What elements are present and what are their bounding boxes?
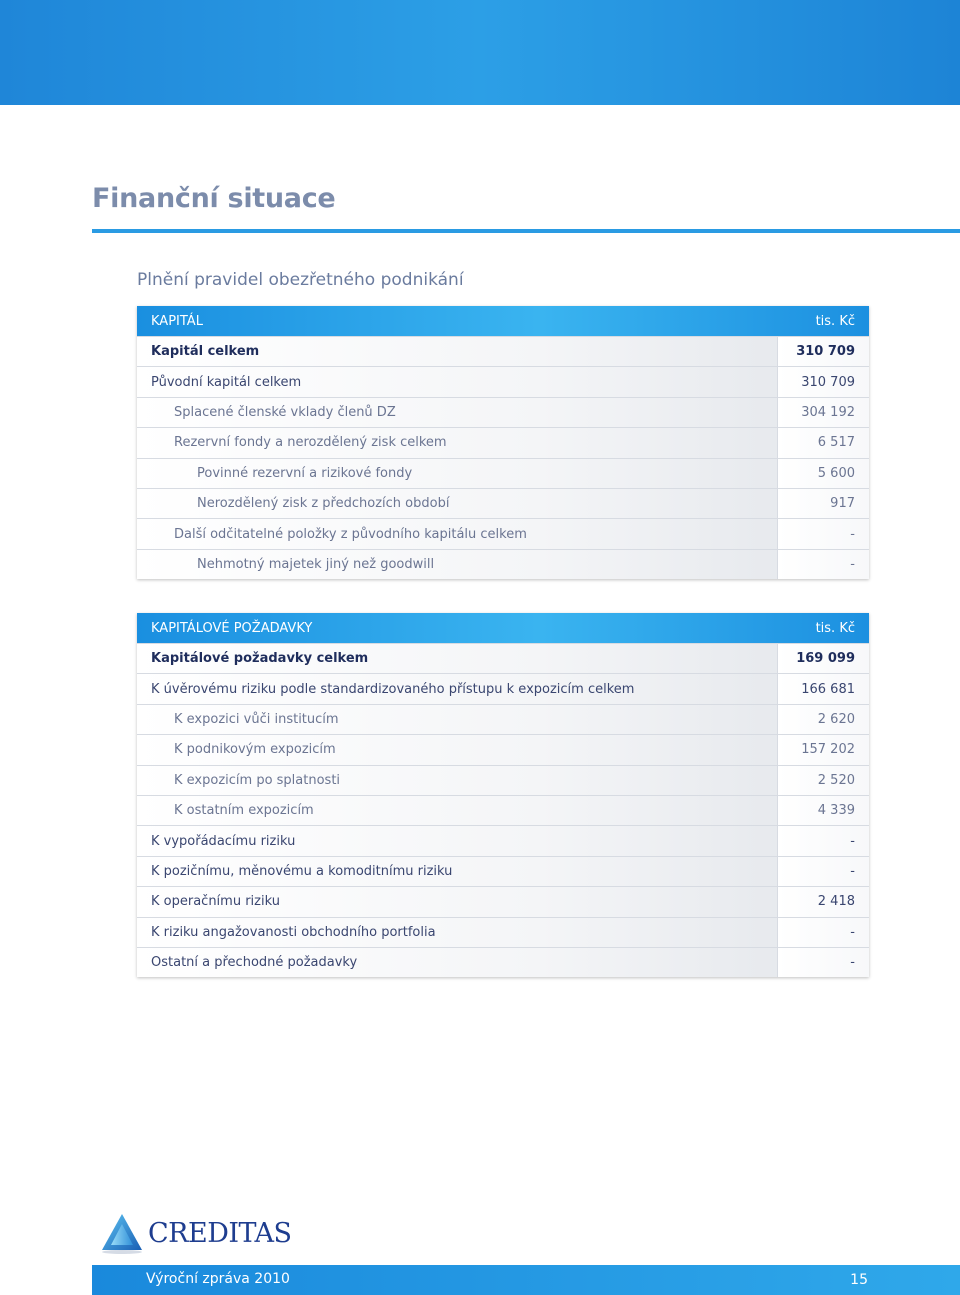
row-value: 2 620 — [777, 705, 869, 734]
logo-wordmark: CREDITAS — [148, 1217, 292, 1249]
table-row — [137, 549, 869, 579]
row-value: - — [777, 519, 869, 548]
footer-report-label: Výroční zpráva 2010 — [146, 1271, 290, 1287]
table-row — [137, 765, 869, 795]
requirements-header-label: KAPITÁLOVÉ POŽADAVKY — [151, 620, 313, 636]
row-label: Původní kapitál celkem — [151, 374, 302, 390]
table-row — [137, 704, 869, 734]
row-value: 310 709 — [777, 337, 869, 366]
row-value: 2 520 — [777, 766, 869, 795]
section-subtitle: Plnění pravidel obezřetného podnikání — [137, 270, 464, 290]
row-value: 6 517 — [777, 428, 869, 457]
row-value: - — [777, 857, 869, 886]
row-value: 157 202 — [777, 735, 869, 764]
row-label: Rezervní fondy a nerozdělený zisk celkem — [174, 435, 447, 451]
row-value: 310 709 — [777, 367, 869, 396]
table-row — [137, 917, 869, 947]
row-label: K ostatním expozicím — [174, 803, 314, 819]
row-value: - — [777, 826, 869, 855]
requirements-table-header — [137, 613, 869, 643]
row-label: K operačnímu riziku — [151, 894, 280, 910]
page-title: Finanční situace — [92, 183, 336, 214]
page-number: 15 — [850, 1272, 868, 1288]
row-value: - — [777, 918, 869, 947]
table-row — [137, 643, 869, 673]
row-label: K pozičnímu, měnovému a komoditnímu riziku — [151, 863, 453, 879]
row-label: Kapitálové požadavky celkem — [151, 651, 369, 667]
table-row — [137, 825, 869, 855]
table-row — [137, 518, 869, 548]
row-label: K expozicím po splatnosti — [174, 772, 341, 788]
row-label: K vypořádacímu riziku — [151, 833, 296, 849]
row-value: 166 681 — [777, 674, 869, 703]
table-row — [137, 947, 869, 977]
capital-unit-label: tis. Kč — [815, 313, 855, 329]
row-value: - — [777, 550, 869, 579]
row-label: Nerozdělený zisk z předchozích období — [197, 496, 450, 512]
row-label: Ostatní a přechodné požadavky — [151, 955, 358, 971]
row-label: K expozici vůči institucím — [174, 711, 339, 727]
table-row — [137, 886, 869, 916]
table-row — [137, 488, 869, 518]
row-label: Nehmotný majetek jiný než goodwill — [197, 556, 435, 572]
row-value: 917 — [777, 489, 869, 518]
row-label: K riziku angažovanosti obchodního portfolia — [151, 924, 436, 940]
table-row — [137, 856, 869, 886]
capital-header-label: KAPITÁL — [151, 313, 203, 329]
title-divider — [92, 229, 960, 233]
table-row — [137, 427, 869, 457]
table-row — [137, 734, 869, 764]
footer-band — [92, 1265, 960, 1295]
row-value: - — [777, 948, 869, 977]
row-label: Splacené členské vklady členů DZ — [174, 404, 396, 420]
requirements-unit-label: tis. Kč — [815, 620, 855, 636]
row-label: K podnikovým expozicím — [174, 742, 336, 758]
row-value: 304 192 — [777, 398, 869, 427]
row-value: 5 600 — [777, 459, 869, 488]
requirements-table — [137, 613, 869, 977]
row-value: 4 339 — [777, 796, 869, 825]
row-label: Kapitál celkem — [151, 344, 260, 360]
capital-table-header — [137, 306, 869, 336]
creditas-logo — [100, 1212, 292, 1254]
top-color-band — [0, 0, 960, 105]
table-row — [137, 795, 869, 825]
table-row — [137, 397, 869, 427]
row-value: 2 418 — [777, 887, 869, 916]
table-row — [137, 458, 869, 488]
row-value: 169 099 — [777, 644, 869, 673]
table-row — [137, 673, 869, 703]
capital-table — [137, 306, 869, 579]
triangle-logo-icon — [100, 1212, 144, 1254]
table-row — [137, 336, 869, 366]
row-label: Povinné rezervní a rizikové fondy — [197, 465, 413, 481]
row-label: K úvěrovému riziku podle standardizovaného přístupu k expozicím celkem — [151, 681, 635, 697]
table-row — [137, 366, 869, 396]
row-label: Další odčitatelné položky z původního kapitálu celkem — [174, 526, 527, 542]
